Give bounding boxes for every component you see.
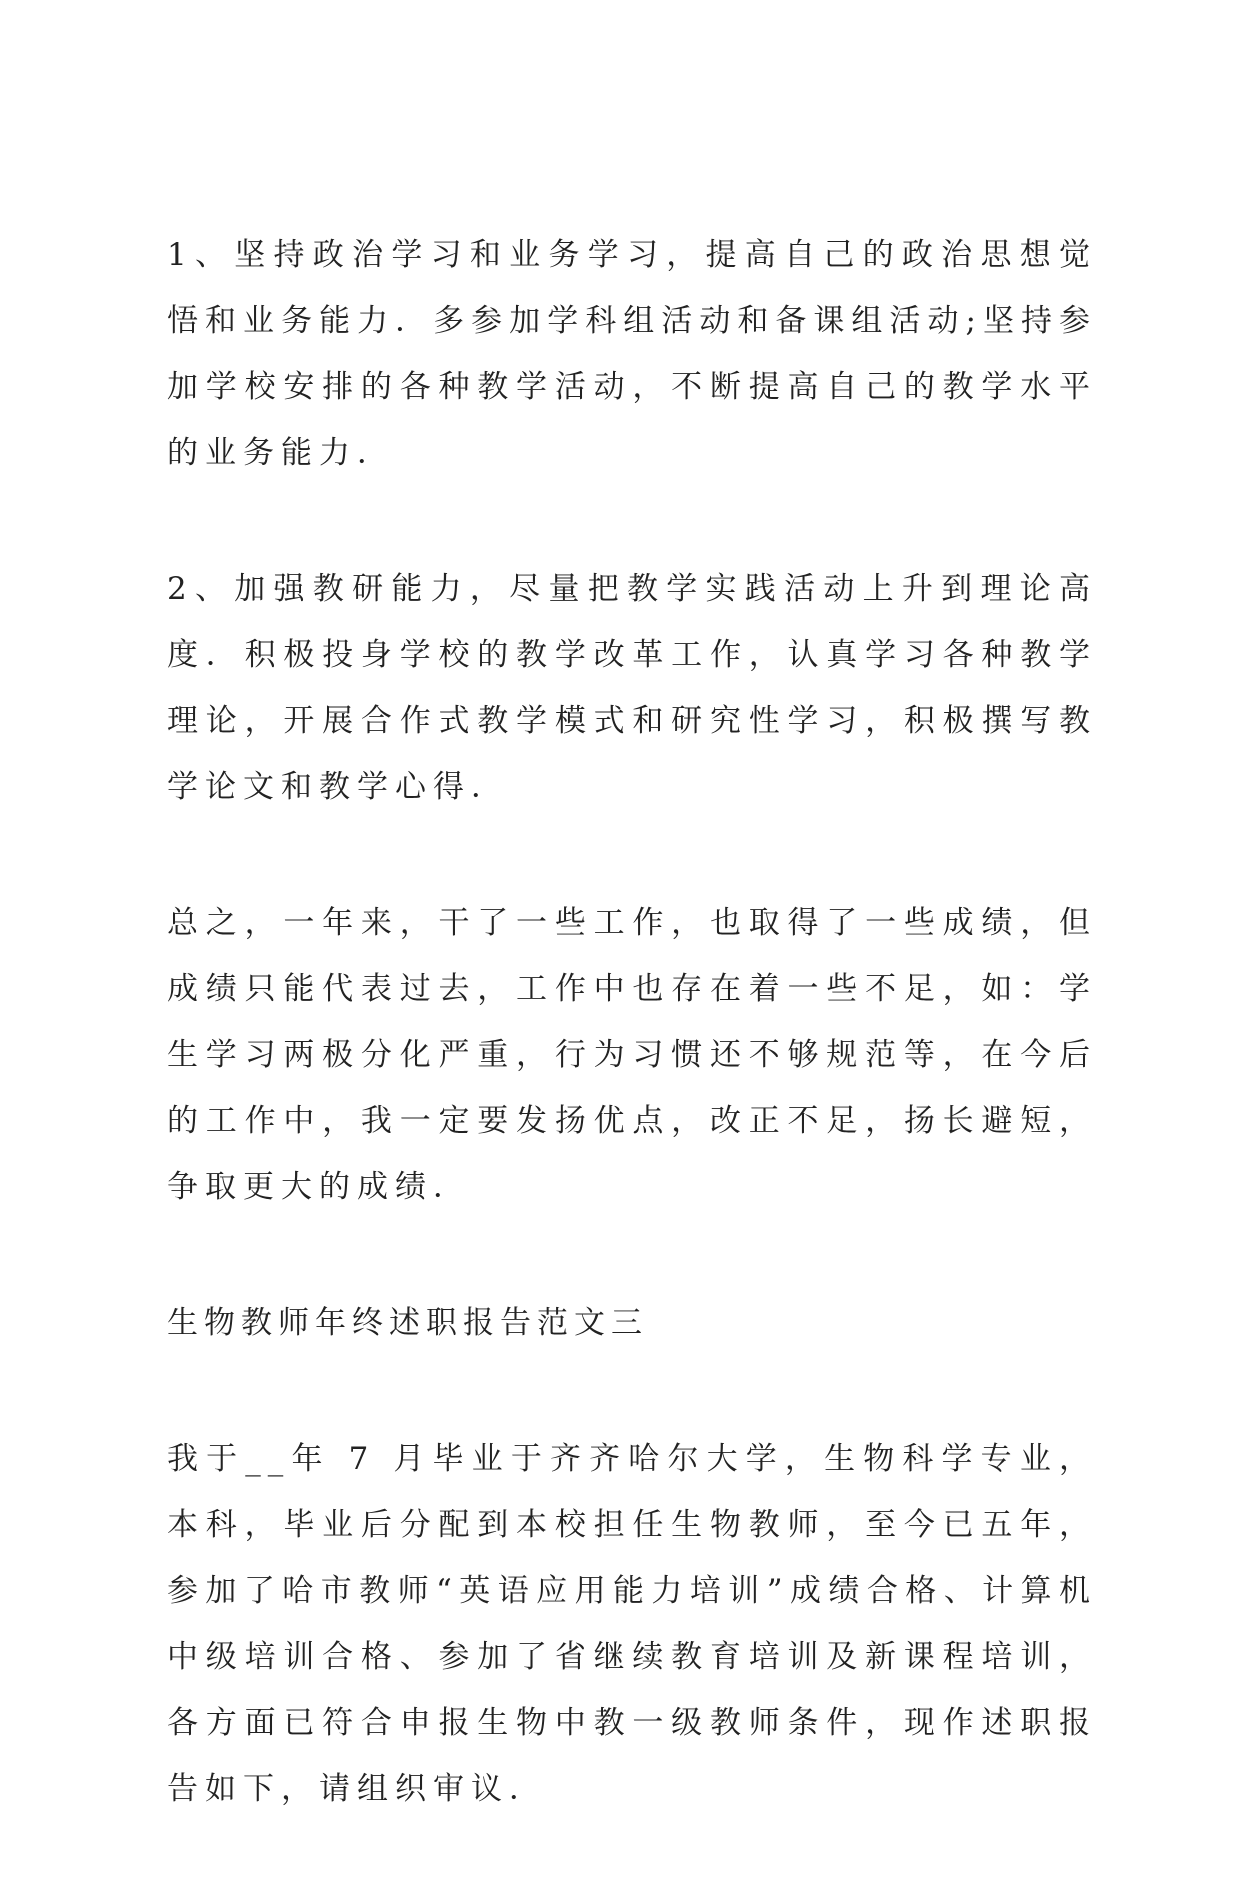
paragraph-2: 2、加强教研能力，尽量把教学实践活动上升到理论高度．积极投身学校的教学改革工作，认真学习各种教学理论，开展合作式教学模式和研究性学习，积极撰写教学论文和教学心得．	[167, 571, 1097, 805]
paragraph-1: 1、坚持政治学习和业务学习，提高自己的政治思想觉悟和业务能力．多参加学科组活动和备课组活动;坚持参加学校安排的各种教学活动，不断提高自己的教学水平的业务能力．	[167, 237, 1097, 471]
section-title: 生物教师年终述职报告范文三	[167, 1305, 648, 1341]
intro-paragraph: 我于__年 7 月毕业于齐齐哈尔大学，生物科学专业，本科，毕业后分配到本校担任生物教师，至今已五年，参加了哈市教师“英语应用能力培训”成绩合格、计算机中级培训合格、参加了省继续教育培训及新课程培训，各方面已符合申报生物中教一级教师条件，现作述职报告如下，请组织审议．	[167, 1441, 1097, 1807]
document-body	[167, 222, 1097, 1892]
paragraph-summary: 总之，一年来，干了一些工作，也取得了一些成绩，但成绩只能代表过去，工作中也存在着一些不足，如：学生学习两极分化严重，行为习惯还不够规范等，在今后的工作中，我一定要发扬优点，改正不足，扬长避短，争取更大的成绩．	[167, 905, 1097, 1205]
